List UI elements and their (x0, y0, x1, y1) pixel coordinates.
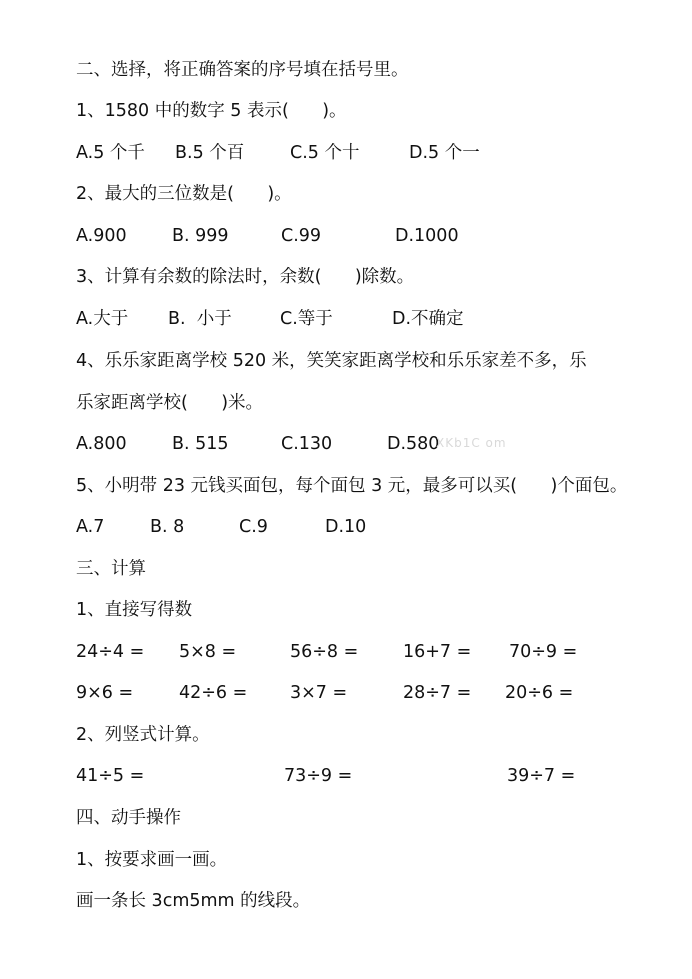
calc-item: 9×6 = (76, 683, 134, 703)
q5-option-d: D.10 (325, 517, 367, 537)
watermark: XKb1C om (436, 436, 507, 450)
section4-q1-text: 画一条长 3cm5mm 的线段。 (76, 891, 311, 911)
q4-option-c: C.130 (281, 434, 333, 454)
calc-item: 3×7 = (290, 683, 348, 703)
calc-item: 5×8 = (179, 642, 237, 662)
q3-option-b: B. 小于 (168, 309, 232, 329)
q1-option-b: B.5 个百 (175, 143, 245, 163)
calc-item: 28÷7 = (403, 683, 472, 703)
calc-item: 24÷4 = (76, 642, 145, 662)
section4-q1-title: 1、按要求画一画。 (76, 850, 228, 870)
vertical-calc-item: 41÷5 = (76, 766, 145, 786)
question-1-stem: 1、1580 中的数字 5 表示( )。 (76, 101, 347, 121)
question-2-stem: 2、最大的三位数是( )。 (76, 184, 292, 204)
question-4-stem-continued: 乐家距离学校( )米。 (76, 393, 264, 413)
q4-option-d: D.580 (387, 434, 440, 454)
q3-option-d: D.不确定 (392, 309, 464, 329)
section4-title: 四、动手操作 (76, 808, 181, 828)
q1-option-d: D.5 个一 (409, 143, 480, 163)
q2-option-b: B. 999 (172, 226, 229, 246)
calc-item: 70÷9 = (509, 642, 578, 662)
vertical-calc-item: 39÷7 = (507, 766, 576, 786)
calc-item: 42÷6 = (179, 683, 248, 703)
q1-option-c: C.5 个十 (290, 143, 360, 163)
q5-option-c: C.9 (239, 517, 268, 537)
calc-item: 20÷6 = (505, 683, 574, 703)
q5-option-b: B. 8 (150, 517, 185, 537)
q2-option-c: C.99 (281, 226, 322, 246)
q3-option-c: C.等于 (280, 309, 333, 329)
question-3-stem: 3、计算有余数的除法时，余数( )除数。 (76, 267, 415, 287)
q4-option-b: B. 515 (172, 434, 229, 454)
section3-q2-title: 2、列竖式计算。 (76, 725, 210, 745)
section3-q1-title: 1、直接写得数 (76, 600, 193, 620)
vertical-calc-item: 73÷9 = (284, 766, 353, 786)
question-5-stem: 5、小明带 23 元钱买面包，每个面包 3 元，最多可以买( )个面包。 (76, 476, 628, 496)
q3-option-a: A.大于 (76, 309, 129, 329)
q4-option-a: A.800 (76, 434, 127, 454)
section3-title: 三、计算 (76, 559, 146, 579)
calc-item: 16+7 = (403, 642, 472, 662)
question-4-stem: 4、乐乐家距离学校 520 米，笑笑家距离学校和乐乐家差不多，乐 (76, 351, 587, 371)
q2-option-d: D.1000 (395, 226, 459, 246)
calc-item: 56÷8 = (290, 642, 359, 662)
q5-option-a: A.7 (76, 517, 105, 537)
q1-option-a: A.5 个千 (76, 143, 145, 163)
q2-option-a: A.900 (76, 226, 127, 246)
section2-title: 二、选择，将正确答案的序号填在括号里。 (76, 60, 409, 80)
